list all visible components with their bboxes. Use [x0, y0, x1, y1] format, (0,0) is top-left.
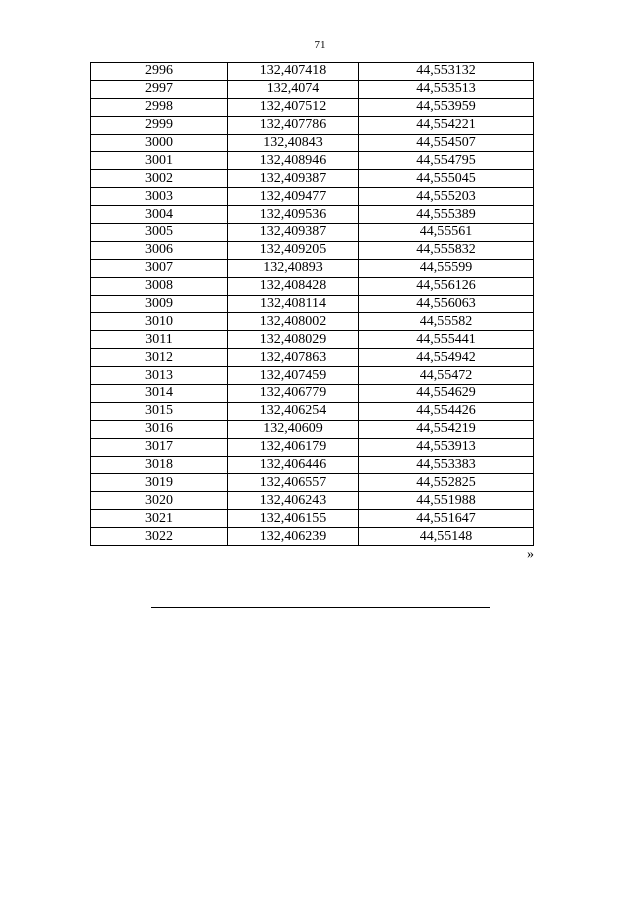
table-row: [91, 528, 534, 546]
x-coordinate-cell: 132,407863: [228, 349, 359, 367]
point-number-cell: 3000: [91, 134, 228, 152]
point-number-cell: 3006: [91, 241, 228, 259]
point-number-cell: 3020: [91, 492, 228, 510]
table-row: [91, 224, 534, 242]
point-number-cell: 3017: [91, 438, 228, 456]
y-coordinate-cell: 44,553513: [359, 80, 534, 98]
x-coordinate-cell: 132,406243: [228, 492, 359, 510]
point-number-cell: 2996: [91, 63, 228, 81]
point-number-cell: 3011: [91, 331, 228, 349]
y-coordinate-cell: 44,554426: [359, 402, 534, 420]
y-coordinate-cell: 44,551988: [359, 492, 534, 510]
closing-quote-mark: »: [527, 547, 534, 562]
table-row: [91, 349, 534, 367]
point-number-cell: 3004: [91, 206, 228, 224]
table-row: [91, 420, 534, 438]
x-coordinate-cell: 132,40893: [228, 259, 359, 277]
x-coordinate-cell: 132,406446: [228, 456, 359, 474]
table-row: [91, 438, 534, 456]
x-coordinate-cell: 132,407459: [228, 367, 359, 385]
y-coordinate-cell: 44,553959: [359, 98, 534, 116]
x-coordinate-cell: 132,406155: [228, 510, 359, 528]
x-coordinate-cell: 132,406179: [228, 438, 359, 456]
table-row: [91, 80, 534, 98]
table-row: [91, 259, 534, 277]
y-coordinate-cell: 44,555045: [359, 170, 534, 188]
y-coordinate-cell: 44,554507: [359, 134, 534, 152]
point-number-cell: 3013: [91, 367, 228, 385]
table-row: [91, 206, 534, 224]
y-coordinate-cell: 44,553913: [359, 438, 534, 456]
point-number-cell: 3005: [91, 224, 228, 242]
table-row: [91, 134, 534, 152]
x-coordinate-cell: 132,406779: [228, 385, 359, 403]
x-coordinate-cell: 132,408029: [228, 331, 359, 349]
y-coordinate-cell: 44,556126: [359, 277, 534, 295]
table-row: [91, 98, 534, 116]
point-number-cell: 3016: [91, 420, 228, 438]
y-coordinate-cell: 44,554795: [359, 152, 534, 170]
point-number-cell: 2999: [91, 116, 228, 134]
point-number-cell: 3015: [91, 402, 228, 420]
point-number-cell: 3007: [91, 259, 228, 277]
x-coordinate-cell: 132,406239: [228, 528, 359, 546]
table-row: [91, 385, 534, 403]
x-coordinate-cell: 132,4074: [228, 80, 359, 98]
x-coordinate-cell: 132,406557: [228, 474, 359, 492]
table-row: [91, 313, 534, 331]
x-coordinate-cell: 132,409387: [228, 170, 359, 188]
y-coordinate-cell: 44,55561: [359, 224, 534, 242]
table-row: [91, 241, 534, 259]
y-coordinate-cell: 44,556063: [359, 295, 534, 313]
point-number-cell: 3001: [91, 152, 228, 170]
x-coordinate-cell: 132,409205: [228, 241, 359, 259]
y-coordinate-cell: 44,553132: [359, 63, 534, 81]
x-coordinate-cell: 132,407786: [228, 116, 359, 134]
y-coordinate-cell: 44,55148: [359, 528, 534, 546]
point-number-cell: 3018: [91, 456, 228, 474]
table-row: [91, 295, 534, 313]
x-coordinate-cell: 132,409477: [228, 188, 359, 206]
x-coordinate-cell: 132,409536: [228, 206, 359, 224]
y-coordinate-cell: 44,555389: [359, 206, 534, 224]
point-number-cell: 3012: [91, 349, 228, 367]
y-coordinate-cell: 44,553383: [359, 456, 534, 474]
table-row: [91, 170, 534, 188]
point-number-cell: 3008: [91, 277, 228, 295]
footnote-separator-line: [151, 607, 490, 608]
point-number-cell: 3019: [91, 474, 228, 492]
y-coordinate-cell: 44,551647: [359, 510, 534, 528]
y-coordinate-cell: 44,552825: [359, 474, 534, 492]
point-number-cell: 3002: [91, 170, 228, 188]
table-row: [91, 492, 534, 510]
point-number-cell: 3021: [91, 510, 228, 528]
table-row: [91, 474, 534, 492]
x-coordinate-cell: 132,407512: [228, 98, 359, 116]
coordinates-table: [90, 62, 534, 546]
table-row: [91, 188, 534, 206]
x-coordinate-cell: 132,40843: [228, 134, 359, 152]
table-row: [91, 402, 534, 420]
table-row: [91, 116, 534, 134]
x-coordinate-cell: 132,407418: [228, 63, 359, 81]
y-coordinate-cell: 44,55599: [359, 259, 534, 277]
y-coordinate-cell: 44,55582: [359, 313, 534, 331]
x-coordinate-cell: 132,408002: [228, 313, 359, 331]
table-row: [91, 456, 534, 474]
point-number-cell: 3014: [91, 385, 228, 403]
y-coordinate-cell: 44,555203: [359, 188, 534, 206]
y-coordinate-cell: 44,554221: [359, 116, 534, 134]
x-coordinate-cell: 132,409387: [228, 224, 359, 242]
coordinates-table-body: [91, 63, 534, 546]
x-coordinate-cell: 132,408428: [228, 277, 359, 295]
table-row: [91, 510, 534, 528]
x-coordinate-cell: 132,40609: [228, 420, 359, 438]
table-row: [91, 277, 534, 295]
point-number-cell: 3010: [91, 313, 228, 331]
x-coordinate-cell: 132,408946: [228, 152, 359, 170]
point-number-cell: 3022: [91, 528, 228, 546]
table-row: [91, 367, 534, 385]
y-coordinate-cell: 44,555441: [359, 331, 534, 349]
page-number: 71: [314, 39, 326, 51]
point-number-cell: 3009: [91, 295, 228, 313]
y-coordinate-cell: 44,555832: [359, 241, 534, 259]
y-coordinate-cell: 44,55472: [359, 367, 534, 385]
table-row: [91, 331, 534, 349]
table-row: [91, 152, 534, 170]
y-coordinate-cell: 44,554942: [359, 349, 534, 367]
y-coordinate-cell: 44,554219: [359, 420, 534, 438]
point-number-cell: 2998: [91, 98, 228, 116]
y-coordinate-cell: 44,554629: [359, 385, 534, 403]
point-number-cell: 2997: [91, 80, 228, 98]
x-coordinate-cell: 132,408114: [228, 295, 359, 313]
point-number-cell: 3003: [91, 188, 228, 206]
table-row: [91, 63, 534, 81]
x-coordinate-cell: 132,406254: [228, 402, 359, 420]
